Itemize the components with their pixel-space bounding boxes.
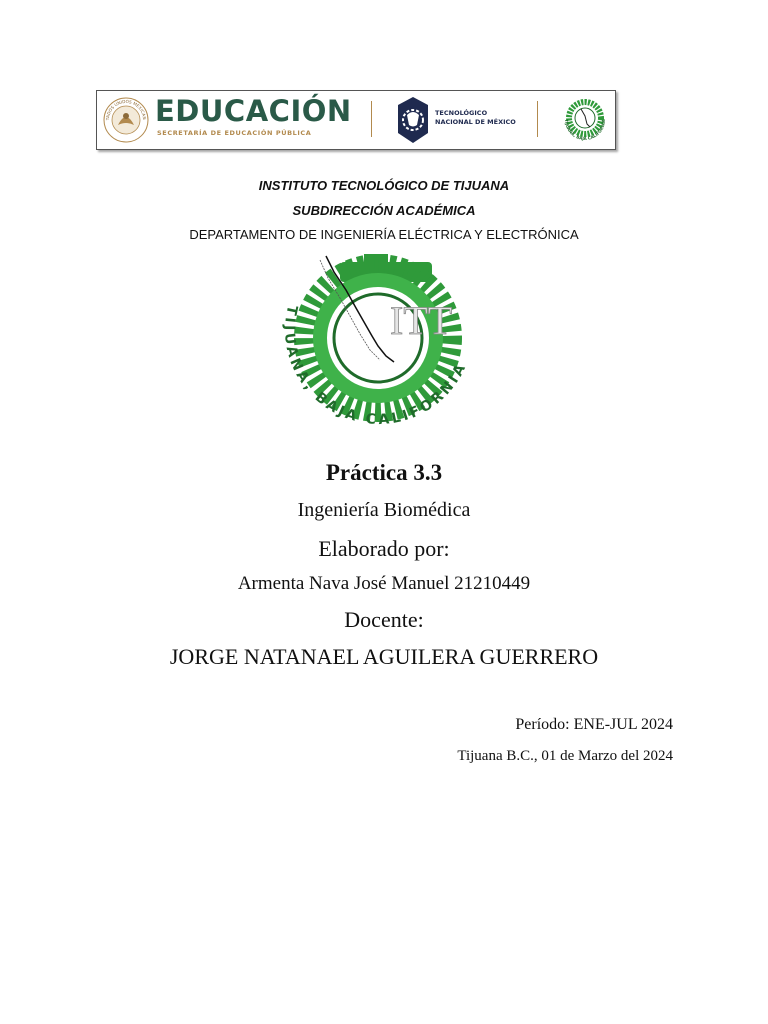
svg-text:TIJUANA, BAJA CALIFORNIA: TIJUANA, BAJA CALIFORNIA bbox=[280, 303, 471, 429]
career-name: Ingeniería Biomédica bbox=[297, 499, 471, 521]
subdirection-name: SUBDIRECCIÓN ACADÉMICA bbox=[292, 203, 476, 218]
teacher-label: Docente: bbox=[344, 607, 424, 632]
svg-text:ESTADOS UNIDOS MEXICANOS: TADOS UNIDOS MEXICAN bbox=[104, 98, 148, 121]
teacher-name: JORGE NATANAEL AGUILERA GUERRERO bbox=[169, 644, 599, 669]
prepared-by-label: Elaborado por: bbox=[318, 536, 450, 561]
tnm-logo-icon bbox=[395, 95, 431, 145]
svg-text:TIJUANA, BAJA CALIFORNIA: TIJUANA, BAJA CALIFORNIA bbox=[563, 119, 607, 142]
tnm-line1: TECNOLÓGICO bbox=[435, 109, 488, 117]
education-subtitle: SECRETARÍA DE EDUCACIÓN PÚBLICA bbox=[157, 129, 312, 137]
divider bbox=[537, 101, 538, 137]
sep-seal-icon bbox=[101, 95, 151, 145]
department-name: DEPARTAMENTO DE INGENIERÍA ELÉCTRICA Y ELECTRÓNICA bbox=[189, 227, 579, 242]
place-date: Tijuana B.C., 01 de Marzo del 2024 bbox=[457, 748, 673, 764]
header-banner bbox=[96, 90, 616, 150]
education-title: EDUCACIÓN bbox=[155, 94, 352, 128]
divider bbox=[371, 101, 372, 137]
institute-name: INSTITUTO TECNOLÓGICO DE TIJUANA bbox=[258, 178, 510, 193]
author-name: Armenta Nava José Manuel 21210449 bbox=[237, 573, 531, 594]
itt-logo-icon bbox=[268, 250, 488, 440]
svg-text:ITT: ITT bbox=[390, 298, 453, 343]
tnm-text bbox=[435, 109, 516, 127]
document-title: Práctica 3.3 bbox=[325, 460, 443, 485]
itt-small-logo-icon bbox=[559, 94, 611, 146]
period: Período: ENE-JUL 2024 bbox=[515, 716, 673, 733]
tnm-line2: NACIONAL DE MÉXICO bbox=[435, 118, 516, 126]
